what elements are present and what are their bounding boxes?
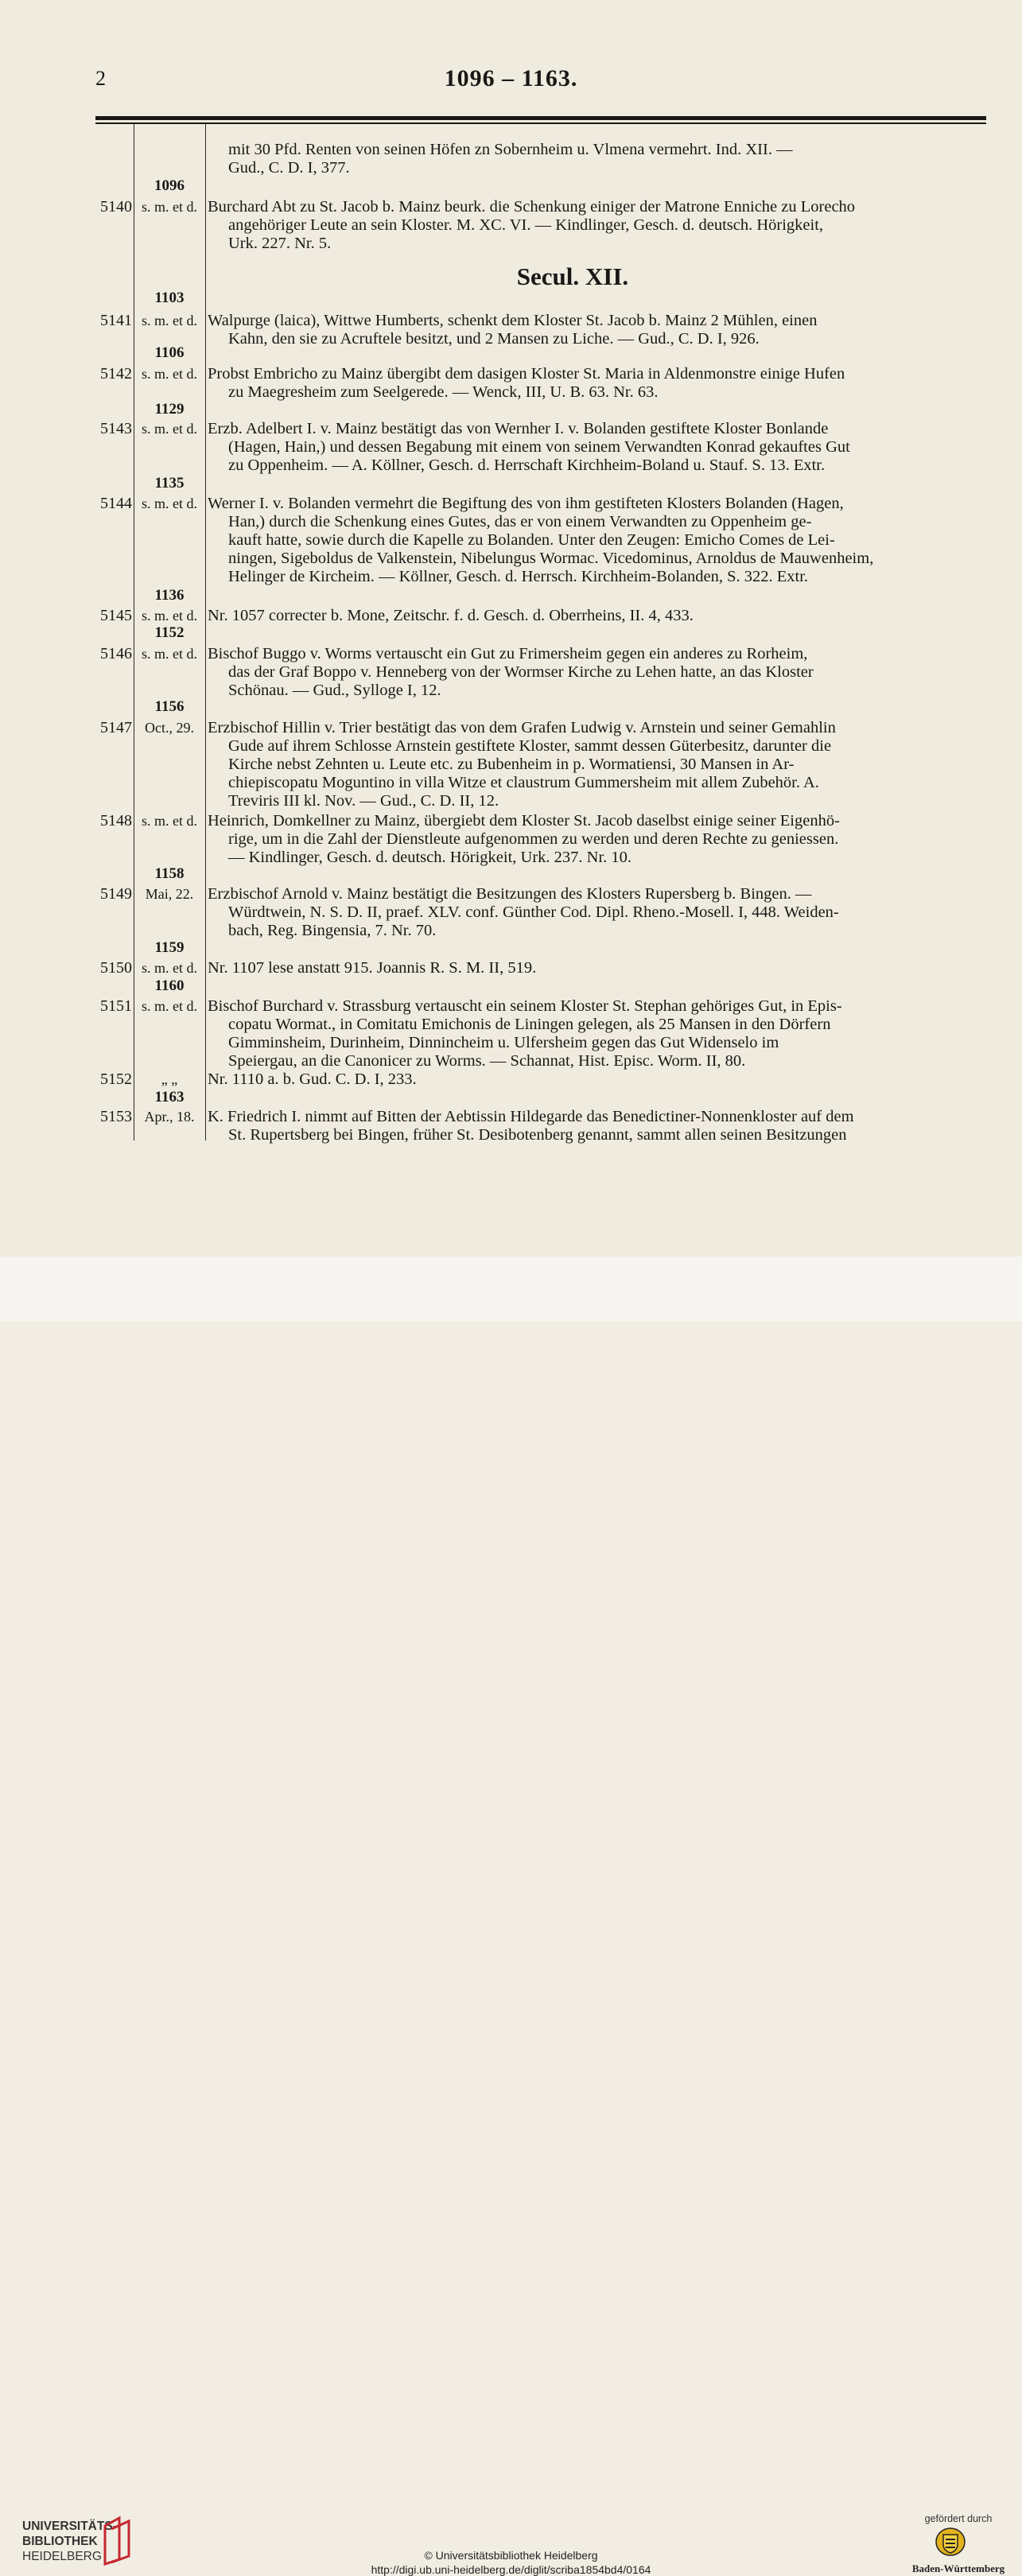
year-heading: 1135 bbox=[154, 475, 185, 491]
year-heading: 1158 bbox=[154, 865, 185, 882]
library-name-line: UNIVERSITÄTS- bbox=[22, 2520, 117, 2533]
text-line: angehöriger Leute an sein Kloster. M. XC. VI. — Kindlinger, Gesch. d. deutsch. Hörigkeit, bbox=[228, 216, 824, 234]
text-line: mit 30 Pfd. Renten von seinen Höfen zn Sobernheim u. Vlmena vermehrt. Ind. XII. — bbox=[228, 141, 793, 158]
text-line: K. Friedrich I. nimmt auf Bitten der Aebtissin Hildegarde das Benedictiner-Nonnenkloster auf dem bbox=[208, 1108, 854, 1125]
viewer-footer bbox=[0, 1257, 1022, 2576]
regest-entry bbox=[208, 645, 985, 700]
text-line: Bischof Burchard v. Strassburg vertauscht ein seinem Kloster St. Stephan gehöriges Gut, in Epis- bbox=[208, 997, 842, 1015]
continuation-text bbox=[208, 141, 985, 177]
regest-entry bbox=[208, 959, 985, 977]
header-rule-thick bbox=[95, 116, 986, 120]
text-line: Schönau. — Gud., Sylloge I, 12. bbox=[228, 682, 441, 699]
year-heading: 1159 bbox=[154, 939, 185, 956]
year-heading: 1156 bbox=[154, 698, 185, 715]
entry-date: s. m. et d. bbox=[142, 495, 197, 511]
entry-number: 5146 bbox=[100, 645, 132, 662]
text-line: Nr. 1110 a. b. Gud. C. D. I, 233. bbox=[208, 1070, 417, 1088]
regest-entry bbox=[208, 607, 985, 625]
regest-entry bbox=[208, 812, 985, 867]
year-heading: 1163 bbox=[154, 1089, 185, 1105]
entry-date: s. m. et d. bbox=[142, 608, 197, 624]
funded-by-label: gefördert durch bbox=[924, 2513, 993, 2524]
text-line: Erzbischof Hillin v. Trier bestätigt das von dem Grafen Ludwig v. Arnstein und seiner Gemahlin bbox=[208, 719, 836, 736]
text-line: zu Oppenheim. — A. Köllner, Gesch. d. Herrschaft Kirchheim-Boland u. Stauf. S. 13. Extr. bbox=[228, 457, 826, 474]
text-line: rige, um in die Zahl der Dienstleute aufgenommen zu werden und deren Rechte zu geniessen. bbox=[228, 830, 839, 848]
text-line: Gimminsheim, Durinheim, Dinnincheim u. Ulfersheim gegen das Gut Widenselo im bbox=[228, 1034, 779, 1051]
text-line: copatu Wormat., in Comitatu Emichonis de Liningen gelegen, als 25 Mansen in den Dörfern bbox=[228, 1016, 831, 1033]
text-line: Urk. 227. Nr. 5. bbox=[228, 235, 332, 252]
entry-number: 5144 bbox=[100, 495, 132, 512]
regest-entry bbox=[208, 198, 985, 253]
permalink[interactable]: http://digi.ub.uni-heidelberg.de/diglit/scriba1854bd4/0164 bbox=[371, 2563, 651, 2576]
text-line: zu Maegresheim zum Seelgerede. — Wenck, III, U. B. 63. Nr. 63. bbox=[228, 383, 659, 401]
text-line: Werner I. v. Bolanden vermehrt die Begiftung des von ihm gestifteten Klosters Bolanden (Hagen, bbox=[208, 495, 844, 512]
regest-entry bbox=[208, 1108, 985, 1144]
entry-number: 5140 bbox=[100, 198, 132, 216]
text-line: kauft hatte, sowie durch die Kapelle zu Bolanden. Unter den Zeugen: Emicho Comes de Lei- bbox=[228, 531, 835, 549]
text-line: Heinrich, Domkellner zu Mainz, übergiebt dem Kloster St. Jacob daselbst einige seiner Eigenhö- bbox=[208, 812, 840, 830]
text-line: Han,) durch die Schenkung eines Gutes, das er von einem Verwandten zu Oppenheim ge- bbox=[228, 513, 812, 530]
entry-number: 5151 bbox=[100, 997, 132, 1015]
entry-date: s. m. et d. bbox=[142, 421, 197, 437]
year-heading: 1096 bbox=[154, 177, 185, 194]
entry-number: 5143 bbox=[100, 420, 132, 437]
text-line: Gude auf ihrem Schlosse Arnstein gestiftete Kloster, sammt dessen Güterbesitz, darunter die bbox=[228, 737, 832, 755]
entry-date: s. m. et d. bbox=[142, 313, 197, 328]
text-line: Erzbischof Arnold v. Mainz bestätigt die Besitzungen des Klosters Rupersberg b. Bingen. — bbox=[208, 885, 812, 903]
regest-entry bbox=[208, 495, 985, 586]
entry-number: 5152 bbox=[100, 1070, 132, 1088]
text-line: Nr. 1057 correcter b. Mone, Zeitschr. f. d. Gesch. d. Oberrheins, II. 4, 433. bbox=[208, 607, 694, 624]
text-line: Helinger de Kircheim. — Köllner, Gesch. d. Herrsch. Kirchheim-Bolanden, S. 322. Extr. bbox=[228, 568, 809, 585]
entry-number: 5148 bbox=[100, 812, 132, 830]
year-heading: 1129 bbox=[154, 401, 185, 418]
text-line: Probst Embricho zu Mainz übergibt dem dasigen Kloster St. Maria in Aldenmonstre einige Hufen bbox=[208, 365, 845, 383]
page-title: 1096 – 1163. bbox=[444, 65, 578, 91]
entry-date: Apr., 18. bbox=[144, 1109, 195, 1125]
text-line: Burchard Abt zu St. Jacob b. Mainz beurk. die Schenkung einiger der Matrone Enniche zu Lorecho bbox=[208, 198, 856, 216]
copyright-notice: © Universitätsbibliothek Heidelberg bbox=[424, 2549, 598, 2562]
text-line: Kirche nebst Zehnten u. Leute etc. zu Bubenheim in p. Wormatiensi, 30 Mansen in Ar- bbox=[228, 756, 795, 773]
text-line: Nr. 1107 lese anstatt 915. Joannis R. S. M. II, 519. bbox=[208, 959, 537, 977]
text-line: das der Graf Boppo v. Henneberg von der Wormser Kirche zu Lehen hatte, an das Kloster bbox=[228, 663, 814, 681]
text-line: Treviris III kl. Nov. — Gud., C. D. II, 12. bbox=[228, 792, 499, 810]
entry-date: s. m. et d. bbox=[142, 646, 197, 662]
text-line: — Kindlinger, Gesch. d. deutsch. Hörigkeit, Urk. 237. Nr. 10. bbox=[228, 849, 632, 866]
entry-date: s. m. et d. bbox=[142, 813, 197, 829]
entry-number: 5147 bbox=[100, 719, 132, 736]
entry-number: 5145 bbox=[100, 607, 132, 624]
regest-entry bbox=[208, 420, 985, 475]
scanned-page bbox=[0, 0, 1022, 1257]
library-name-line: BIBLIOTHEK bbox=[22, 2535, 98, 2548]
regest-entry bbox=[208, 1070, 985, 1089]
entry-number: 5153 bbox=[100, 1108, 132, 1125]
entry-date: „ „ bbox=[161, 1071, 178, 1087]
text-line: Kahn, den sie zu Acruftele besitzt, und 2 Mansen zu Liche. — Gud., C. D. I, 926. bbox=[228, 330, 760, 348]
year-heading: 1160 bbox=[154, 977, 185, 994]
text-line: Würdtwein, N. S. D. II, praef. XLV. conf. Günther Cod. Dipl. Rheno.-Mosell. I, 448. Weiden- bbox=[228, 903, 839, 921]
baden-wuerttemberg-seal-icon bbox=[935, 2527, 966, 2557]
regest-entry bbox=[208, 365, 985, 402]
regest-entry bbox=[208, 885, 985, 940]
text-line: Gud., C. D. I, 377. bbox=[228, 159, 350, 177]
section-heading: Secul. XII. bbox=[516, 262, 629, 290]
entry-number: 5149 bbox=[100, 885, 132, 903]
text-line: bach, Reg. Bingensia, 7. Nr. 70. bbox=[228, 922, 437, 939]
entry-number: 5141 bbox=[100, 312, 132, 329]
entry-date: Oct., 29. bbox=[145, 720, 194, 736]
year-heading: 1136 bbox=[154, 587, 185, 604]
regest-entry bbox=[208, 997, 985, 1070]
entry-date: s. m. et d. bbox=[142, 998, 197, 1014]
regest-entry bbox=[208, 719, 985, 810]
text-line: Bischof Buggo v. Worms vertauscht ein Gut zu Frimersheim gegen ein anderes zu Rorheim, bbox=[208, 645, 808, 662]
text-line: Erzb. Adelbert I. v. Mainz bestätigt das von Wernher I. v. Bolanden gestiftete Kloster Bonlande bbox=[208, 420, 829, 437]
header-rule-thin bbox=[95, 122, 986, 124]
page-number: 2 bbox=[95, 67, 106, 90]
entry-date: s. m. et d. bbox=[142, 199, 197, 215]
entry-date: s. m. et d. bbox=[142, 960, 197, 976]
text-line: St. Rupertsberg bei Bingen, früher St. Desibotenberg genannt, sammt allen seinen Besitzungen bbox=[228, 1126, 847, 1144]
entry-date: s. m. et d. bbox=[142, 366, 197, 382]
funder-name[interactable]: Baden-Württemberg bbox=[911, 2562, 1005, 2574]
year-heading: 1106 bbox=[154, 344, 185, 361]
text-line: Walpurge (laica), Wittwe Humberts, schenkt dem Kloster St. Jacob b. Mainz 2 Mühlen, einen bbox=[208, 312, 818, 329]
text-line: chiepiscopatu Moguntino in villa Witze et claustrum Gummersheim mit allem Zubehör. A. bbox=[228, 774, 819, 791]
year-heading: 1152 bbox=[154, 624, 185, 641]
entry-number: 5150 bbox=[100, 959, 132, 977]
text-line: Speiergau, an die Canonicer zu Worms. — Schannat, Hist. Episc. Worm. II, 80. bbox=[228, 1052, 746, 1070]
text-line: ningen, Sigeboldus de Valkenstein, Nibelungus Wormac. Vicedominus, Arnoldus de Mauwenheim, bbox=[228, 550, 874, 567]
text-line: (Hagen, Hain,) und dessen Begabung mit einem von seinem Verwandten Konrad gekauftes Gut bbox=[228, 438, 850, 456]
entry-date: Mai, 22. bbox=[145, 886, 194, 902]
library-name-line: HEIDELBERG bbox=[22, 2550, 102, 2563]
entry-number: 5142 bbox=[100, 365, 132, 383]
regest-entry bbox=[208, 312, 985, 348]
year-heading: 1103 bbox=[154, 289, 185, 306]
